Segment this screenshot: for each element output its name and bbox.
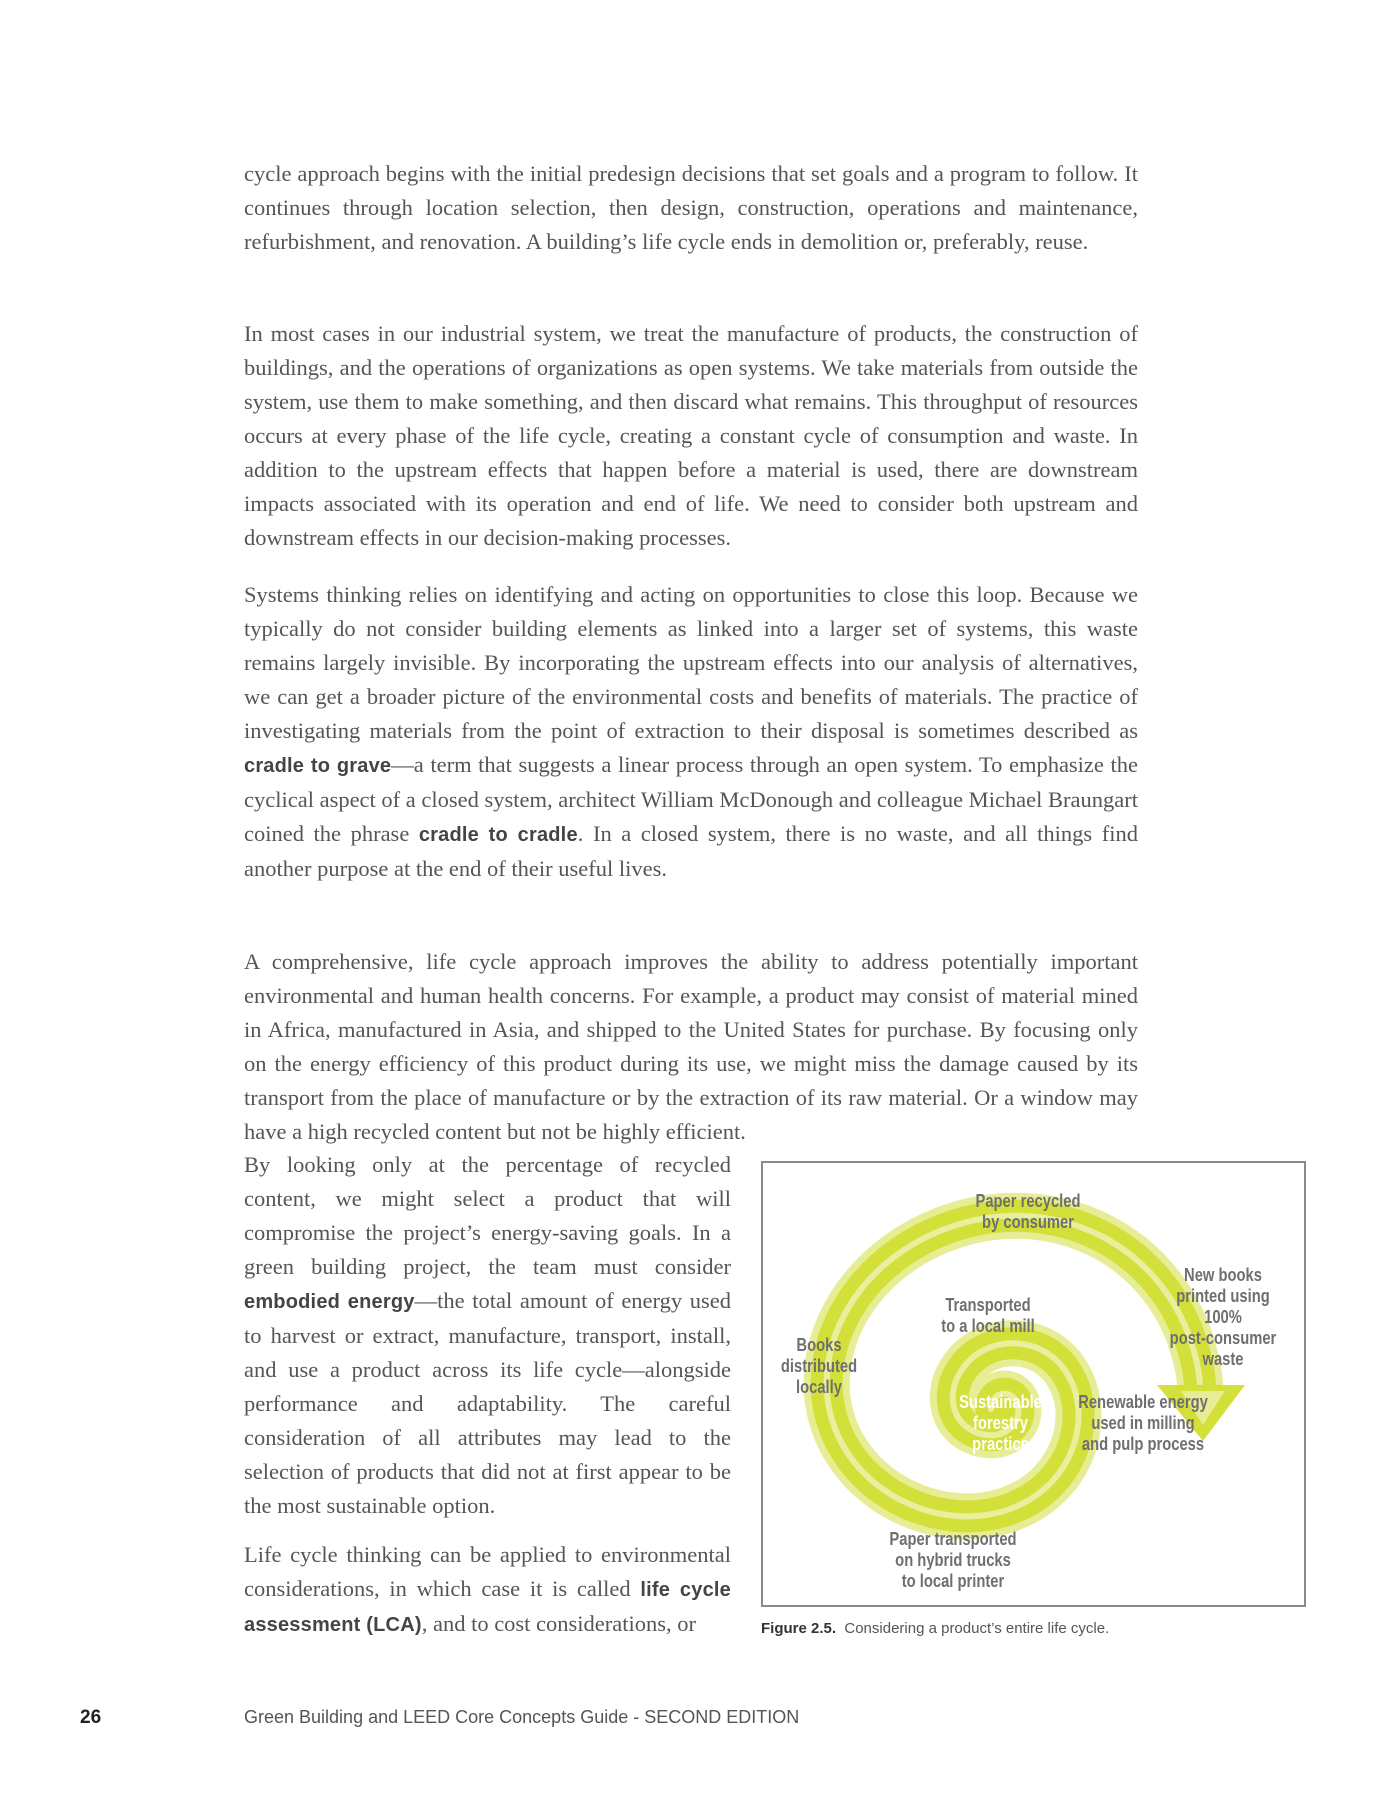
figure-caption-text: Considering a product’s entire life cycle.: [844, 1620, 1110, 1637]
term-embodied-energy: embodied energy: [244, 1291, 415, 1313]
figure-caption-label: Figure 2.5.: [761, 1620, 837, 1637]
paragraph-comprehensive-approach: A comprehensive, life cycle approach improves the ability to address potentially important environmental and human health concerns. For example, a product may consist of material mined in Africa, manufactured in Asia, and shipped to the United States for purchase. By focusing only on the energy efficiency of this product during its use, we might miss the damage caused by its transport from the place of manufacture or by the extraction of its raw material. Or a window may have a high recycled content but not be highly efficient.: [244, 949, 1138, 1144]
life-cycle-figure: [761, 1161, 1306, 1607]
paragraph-embodied-energy: [244, 1148, 731, 1523]
page-number: 26: [80, 1707, 102, 1728]
text-run: Life cycle thinking can be applied to environmental considerations, in which case it is called: [244, 1542, 731, 1601]
text-run: —the total amount of energy used to harvest or extract, manufacture, transport, install, and use a product across its life cycle—alongside performance and adaptability. The careful consideration of all attributes may lead to the selection of products that did not at first appear to be the most sustainable option.: [244, 1288, 731, 1518]
label-transported-mill: Transported to a local mill: [941, 1295, 1035, 1336]
figure-caption: [761, 1620, 1109, 1637]
label-new-books: New books printed using 100% post-consumer waste: [1169, 1265, 1277, 1369]
label-books-distributed: Books distributed locally: [780, 1335, 858, 1397]
term-life-cycle-assessment: life cycle assessment (LCA): [244, 1579, 731, 1636]
term-cradle-to-cradle: cradle to cradle: [418, 824, 578, 846]
text-run: , and to cost considerations, or: [421, 1611, 697, 1636]
label-renewable-energy: Renewable energy used in milling and pulp process: [1078, 1392, 1208, 1454]
paragraph-lca: [244, 1538, 731, 1642]
paragraph-systems-thinking: [244, 578, 1138, 886]
paragraph-life-cycle-intro: cycle approach begins with the initial predesign decisions that set goals and a program to follow. It continues through location selection, then design, construction, operations and maintenance, refurbishment, and renovation. A building’s life cycle ends in demolition or, preferably, reuse.: [244, 161, 1138, 254]
text-run: . In a closed system, there is no waste, and all things find another purpose at the end of their useful lives.: [244, 821, 1138, 881]
term-cradle-to-grave: cradle to grave: [244, 755, 392, 777]
running-footer-title: Green Building and LEED Core Concepts Guide - SECOND EDITION: [244, 1707, 800, 1727]
text-run: —a term that suggests a linear process through an open system. To emphasize the cyclical aspect of a closed system, architect William McDonough and colleague Michael Braungart coined the phrase: [244, 752, 1138, 846]
label-sustainable-forestry: Sustainable forestry practice: [959, 1392, 1042, 1454]
text-run: Systems thinking relies on identifying and acting on opportunities to close this loop. Because we typically do not consider building elements as linked into a larger set of systems, this waste remains largely invisible. By incorporating the upstream effects into our analysis of alternatives, we can get a broader picture of the environmental costs and benefits of materials. The practice of investigating materials from the point of extraction to their disposal is sometimes described as: [244, 582, 1138, 743]
paragraph-open-systems: In most cases in our industrial system, we treat the manufacture of products, the construction of buildings, and the operations of organizations as open systems. We take materials from outside the system, use them to make something, and then discard what remains. This throughput of resources occurs at every phase of the life cycle, creating a constant cycle of consumption and waste. In addition to the upstream effects that happen before a material is used, there are downstream impacts associated with its operation and end of life. We need to consider both upstream and downstream effects in our decision-making processes.: [244, 321, 1138, 550]
label-paper-transported: Paper transported on hybrid trucks to local printer: [889, 1529, 1017, 1591]
text-run: By looking only at the percentage of recycled content, we might select a product that will compromise the project’s energy-saving goals. In a green building project, the team must consider: [244, 1152, 731, 1279]
label-paper-recycled: Paper recycled by consumer: [975, 1191, 1081, 1232]
